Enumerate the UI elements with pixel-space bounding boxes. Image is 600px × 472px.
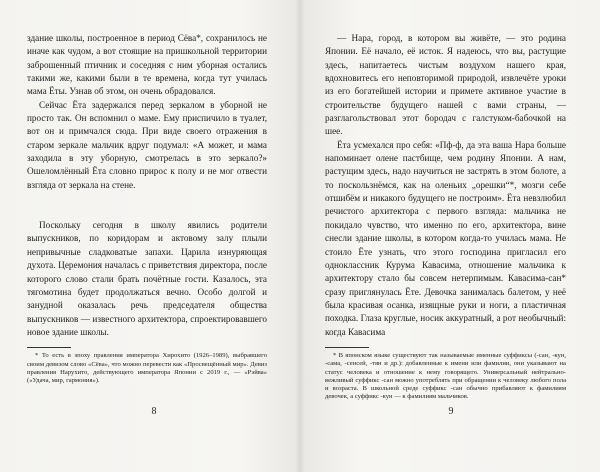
section-break: [27, 192, 267, 219]
right-page: [325, 32, 566, 402]
right-footnote: * В японском языке существуют так называемые именные суффиксы (-сан, -кун, -сама, -сенсей, -тян и др.): добавленные к имени или фамилии, они указывают на статус человека и отношение к нему говорящего. Универсальный нейтрально-вежливый суффикс -сан можно употреблять при обращении к человеку любого пола и возраста. В школьной среде суффикс -сан обычно прибавляют к фамилиям девочек, а суффикс -кун — к фамилиям мальчиков.: [325, 351, 566, 401]
footnote-divider: [27, 347, 71, 348]
footnote-divider: [325, 347, 369, 348]
left-paragraph-3: Поскольку сегодня в школу явились родители выпускников, по коридорам и актовому залу плыли непривычные сладковатые запахи. Царила изнуряющая духота. Церемония началась с приветствия директора, после которого слово стали брать почётные гости. Казалось, эта тягомотина будет продолжаться вечно. Особо долгой и занудной оказалась речь председателя общества выпускников — известного архитектора, спроектировавшего новое здание школы.: [27, 220, 267, 337]
right-paragraph-2: Ёта усмехался про себя: «Пф-ф, да эта ваша Нара больше напоминает олене пастбище, чем родину Японии. А нам, растущим здесь, надо научиться не застрять в этом болоте, а то поскользнёмся, как на оленьих „орешки“*, мозги себе отшибём и никакого будущего не построим». Ёта невзлюбил речистого архитектора с первого взгляда: мальчика не покидало чувство, что именно по его, архитектора, вине снесли здание школы, в котором когда-то училась мама. Не стоило Ёте узнать, что этого господина пригласил его одноклассник Курума Кавасима, отношение мальчика к архитектору стало бы совсем нетерпимым. Кавасима-сан* сразу приглянулась Ёте. Девочка занималась балетом, у неё была красивая осанка, изящные руки и ноги, а пластичная походка. Глаза круглые, носик аккуратный, а рот необычный: когда Кавасима: [325, 139, 566, 337]
page-number-right: 9: [448, 406, 454, 417]
left-footnote: * То есть в эпоху правления императора Хирохито (1926–1989), выбравшего своим девизом слово «Сёва», что можно перевести как «Просвещённый мир». Девиз правления Нарухито, действующего императора Японии с 2019 г., — «Рэйва» («Удача, мир, гармония»).: [27, 352, 267, 385]
left-page: [27, 32, 267, 385]
left-paragraph-2: Сейчас Ёта задержался перед зеркалом в уборной не просто так. Он вспомнил о маме. Ему приспичило в туалет, вот он и примчался сюда. При виде своего отражения в старом зеркале мальчик вдруг подумал: «А может, и мама заходила в эту уборную, смотрелась в это зеркало?» Ошеломлённый Ёта словно прирос к полу и не мог отвести взгляда от зеркала на стене.: [27, 99, 267, 190]
left-paragraph-1: здание школы, построенное в период Сёва*, сохранилось не иначе как чудом, а вот стоящие на пришкольной территории заброшенный птичник и соседняя с ним уборная остались такими же, какими были в те времена, когда тут училась мама Ёты. Узнав об этом, он очень обрадовался.: [27, 33, 267, 97]
right-paragraph-1: — Нара, город, в котором вы живёте, — это родина Японии. Её начало, её исток. Я надеюсь, что вы, растущие здесь, напитаетесь чистым воздухом нашего края, вдохновитесь его неповторимой природой, извлечёте уроки из его богатейшей истории и примете активное участие в строительстве будущего нашей с вами страны, — разглагольствовал этот бородач с галстуком-бабочкой на шее.: [325, 33, 566, 137]
page-number-left: 8: [151, 406, 157, 417]
